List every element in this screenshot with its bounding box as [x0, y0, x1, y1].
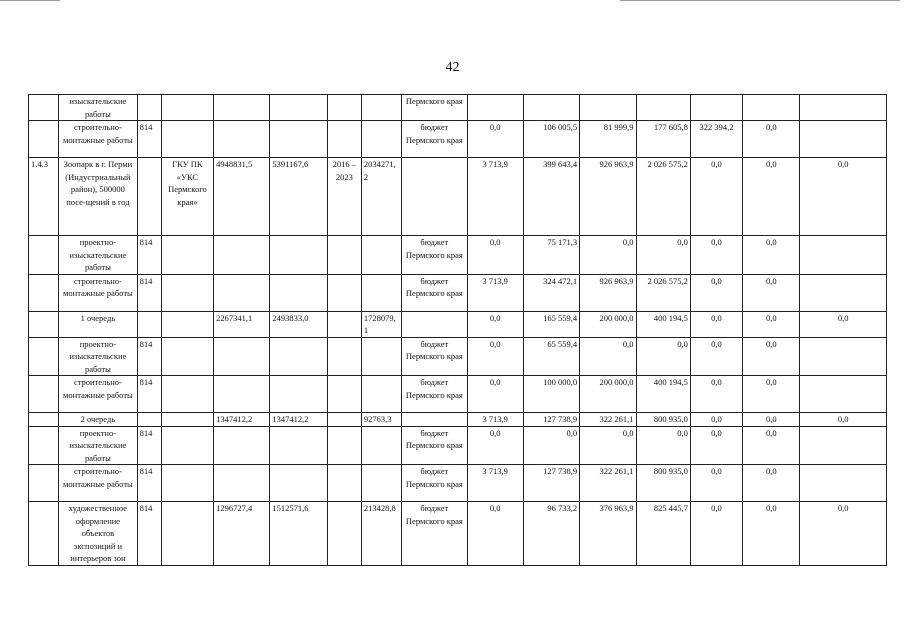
funding-source-cell: бюджет Пермского края — [402, 236, 467, 275]
item-name-cell: проектно-изыскательские работы — [59, 426, 137, 465]
year-value-cell: 0,0 — [580, 337, 636, 376]
year-value-cell: 0,0 — [743, 337, 800, 376]
item-name-cell: Зоопарк в г. Перми (Индустриальный район), 500000 посе-щений в год — [59, 158, 137, 236]
year-value-cell: 3 713,9 — [467, 465, 523, 502]
year-value-cell: 127 738,9 — [523, 465, 579, 502]
year-value-cell: 0,0 — [743, 426, 800, 465]
year-value-cell: 0,0 — [580, 236, 636, 275]
year-value-cell — [523, 95, 579, 121]
executor-cell — [161, 502, 213, 566]
year-value-cell: 0,0 — [743, 465, 800, 502]
total-cell: 92763,3 — [361, 413, 401, 427]
year-value-cell: 127 738,9 — [523, 413, 579, 427]
cost-cell: 1347412,2 — [270, 413, 327, 427]
executor-cell — [161, 426, 213, 465]
estimated-cost-cell: 2267341,1 — [214, 311, 270, 337]
code-cell — [137, 311, 161, 337]
year-value-cell: 0,0 — [690, 236, 742, 275]
cost-cell — [270, 95, 327, 121]
years-cell — [327, 413, 361, 427]
item-name-cell: строительно-монтажные работы — [59, 121, 137, 158]
year-value-cell: 0,0 — [690, 311, 742, 337]
cost-cell — [270, 426, 327, 465]
row-number-cell — [29, 465, 59, 502]
table-row — [29, 95, 887, 121]
code-cell: 814 — [137, 426, 161, 465]
year-value-cell: 800 935,0 — [636, 413, 690, 427]
year-value-cell: 0,0 — [467, 236, 523, 275]
item-name-cell: проектно-изыскательские работы — [59, 236, 137, 275]
year-value-cell: 177 605,8 — [636, 121, 690, 158]
year-value-cell — [800, 426, 887, 465]
year-value-cell: 0,0 — [467, 426, 523, 465]
executor-cell — [161, 465, 213, 502]
item-name-cell: строительно-монтажные работы — [59, 274, 137, 311]
row-number-cell — [29, 95, 59, 121]
cost-cell: 5391167,6 — [270, 158, 327, 236]
year-value-cell — [467, 95, 523, 121]
years-cell — [327, 311, 361, 337]
year-value-cell: 400 194,5 — [636, 311, 690, 337]
executor-cell — [161, 236, 213, 275]
year-value-cell: 322 261,1 — [580, 413, 636, 427]
total-cell — [361, 337, 401, 376]
year-value-cell: 0,0 — [467, 337, 523, 376]
year-value-cell: 0,0 — [690, 465, 742, 502]
cost-cell — [270, 465, 327, 502]
code-cell — [137, 95, 161, 121]
year-value-cell: 200 000,0 — [580, 376, 636, 413]
estimated-cost-cell — [214, 236, 270, 275]
year-value-cell: 0,0 — [690, 426, 742, 465]
item-name-cell: изыскательские работы — [59, 95, 137, 121]
year-value-cell: 0,0 — [580, 426, 636, 465]
cost-cell — [270, 274, 327, 311]
year-value-cell: 0,0 — [690, 274, 742, 311]
year-value-cell — [580, 95, 636, 121]
table-row — [29, 274, 887, 311]
year-value-cell: 3 713,9 — [467, 274, 523, 311]
year-value-cell: 81 999,9 — [580, 121, 636, 158]
year-value-cell: 0,0 — [467, 311, 523, 337]
year-value-cell: 0,0 — [800, 413, 887, 427]
estimated-cost-cell — [214, 95, 270, 121]
year-value-cell — [800, 337, 887, 376]
year-value-cell — [800, 465, 887, 502]
code-cell: 814 — [137, 502, 161, 566]
cost-cell — [270, 121, 327, 158]
estimated-cost-cell — [214, 426, 270, 465]
row-number-cell — [29, 311, 59, 337]
year-value-cell — [743, 95, 800, 121]
total-cell — [361, 274, 401, 311]
executor-cell — [161, 337, 213, 376]
year-value-cell: 0,0 — [690, 413, 742, 427]
item-name-cell: 2 очередь — [59, 413, 137, 427]
cost-cell — [270, 236, 327, 275]
funding-source-cell: бюджет Пермского края — [402, 426, 467, 465]
row-number-cell — [29, 426, 59, 465]
code-cell: 814 — [137, 274, 161, 311]
estimated-cost-cell — [214, 337, 270, 376]
funding-source-cell — [402, 413, 467, 427]
code-cell: 814 — [137, 465, 161, 502]
row-number-cell — [29, 274, 59, 311]
funding-source-cell: бюджет Пермского края — [402, 465, 467, 502]
row-number-cell — [29, 236, 59, 275]
funding-source-cell: бюджет Пермского края — [402, 337, 467, 376]
table-row — [29, 236, 887, 275]
years-cell — [327, 274, 361, 311]
code-cell — [137, 158, 161, 236]
funding-source-cell: бюджет Пермского края — [402, 274, 467, 311]
years-cell — [327, 376, 361, 413]
year-value-cell: 75 171,3 — [523, 236, 579, 275]
row-number-cell — [29, 337, 59, 376]
year-value-cell: 3 713,9 — [467, 413, 523, 427]
cost-cell — [270, 337, 327, 376]
total-cell: 1728079, 1 — [361, 311, 401, 337]
table-row — [29, 376, 887, 413]
year-value-cell — [636, 95, 690, 121]
year-value-cell: 0,0 — [743, 502, 800, 566]
total-cell — [361, 426, 401, 465]
total-cell — [361, 121, 401, 158]
cost-cell — [270, 376, 327, 413]
year-value-cell — [800, 236, 887, 275]
total-cell — [361, 236, 401, 275]
row-number-cell — [29, 376, 59, 413]
years-cell — [327, 465, 361, 502]
years-cell — [327, 502, 361, 566]
year-value-cell: 106 005,5 — [523, 121, 579, 158]
year-value-cell: 165 559,4 — [523, 311, 579, 337]
year-value-cell: 0,0 — [636, 236, 690, 275]
year-value-cell: 0,0 — [467, 502, 523, 566]
executor-cell — [161, 311, 213, 337]
year-value-cell — [800, 376, 887, 413]
year-value-cell: 0,0 — [743, 236, 800, 275]
estimated-cost-cell: 1347412,2 — [214, 413, 270, 427]
year-value-cell: 322 261,1 — [580, 465, 636, 502]
year-value-cell: 0,0 — [743, 158, 800, 236]
year-value-cell: 0,0 — [690, 337, 742, 376]
year-value-cell: 399 643,4 — [523, 158, 579, 236]
total-cell — [361, 376, 401, 413]
executor-cell — [161, 95, 213, 121]
executor-cell: ГКУ ПК «УКС Пермского края» — [161, 158, 213, 236]
years-cell — [327, 236, 361, 275]
year-value-cell: 0,0 — [523, 426, 579, 465]
year-value-cell: 3 713,9 — [467, 158, 523, 236]
funding-source-cell — [402, 158, 467, 236]
year-value-cell: 0,0 — [690, 158, 742, 236]
table-row — [29, 465, 887, 502]
year-value-cell: 322 394,2 — [690, 121, 742, 158]
top-rule-left — [0, 0, 60, 1]
year-value-cell: 400 194,5 — [636, 376, 690, 413]
year-value-cell: 100 000,0 — [523, 376, 579, 413]
funding-source-cell: Пермского края — [402, 95, 467, 121]
code-cell — [137, 413, 161, 427]
table-row — [29, 502, 887, 566]
top-rule-right — [620, 0, 900, 1]
year-value-cell: 0,0 — [467, 121, 523, 158]
estimated-cost-cell — [214, 274, 270, 311]
table-row — [29, 337, 887, 376]
years-cell — [327, 95, 361, 121]
year-value-cell: 376 963,9 — [580, 502, 636, 566]
year-value-cell: 0,0 — [743, 376, 800, 413]
estimated-cost-cell: 1296727,4 — [214, 502, 270, 566]
year-value-cell — [690, 95, 742, 121]
table-row — [29, 311, 887, 337]
year-value-cell — [800, 95, 887, 121]
total-cell: 2034271, 2 — [361, 158, 401, 236]
table-row — [29, 158, 887, 236]
total-cell — [361, 95, 401, 121]
table-row — [29, 426, 887, 465]
page-number: 42 — [445, 60, 460, 75]
year-value-cell: 825 445,7 — [636, 502, 690, 566]
item-name-cell: проектно-изыскательские работы — [59, 337, 137, 376]
year-value-cell: 0,0 — [800, 502, 887, 566]
funding-source-cell: бюджет Пермского края — [402, 376, 467, 413]
year-value-cell: 96 733,2 — [523, 502, 579, 566]
budget-table — [28, 94, 887, 566]
years-cell — [327, 337, 361, 376]
item-name-cell: строительно-монтажные работы — [59, 376, 137, 413]
estimated-cost-cell — [214, 121, 270, 158]
year-value-cell: 0,0 — [800, 158, 887, 236]
code-cell: 814 — [137, 236, 161, 275]
code-cell: 814 — [137, 337, 161, 376]
year-value-cell: 0,0 — [636, 426, 690, 465]
funding-source-cell: бюджет Пермского края — [402, 502, 467, 566]
year-value-cell: 0,0 — [636, 337, 690, 376]
table-row — [29, 121, 887, 158]
year-value-cell: 926 963,9 — [580, 158, 636, 236]
row-number-cell — [29, 502, 59, 566]
row-number-cell: 1.4.3 — [29, 158, 59, 236]
year-value-cell: 65 559,4 — [523, 337, 579, 376]
item-name-cell: 1 очередь — [59, 311, 137, 337]
year-value-cell: 2 026 575,2 — [636, 158, 690, 236]
year-value-cell: 2 026 575,2 — [636, 274, 690, 311]
code-cell: 814 — [137, 376, 161, 413]
estimated-cost-cell: 4948831,5 — [214, 158, 270, 236]
estimated-cost-cell — [214, 376, 270, 413]
estimated-cost-cell — [214, 465, 270, 502]
executor-cell — [161, 413, 213, 427]
table-row — [29, 413, 887, 427]
year-value-cell: 0,0 — [690, 376, 742, 413]
executor-cell — [161, 376, 213, 413]
year-value-cell — [800, 121, 887, 158]
years-cell — [327, 121, 361, 158]
row-number-cell — [29, 121, 59, 158]
year-value-cell: 800 935,0 — [636, 465, 690, 502]
total-cell — [361, 465, 401, 502]
year-value-cell: 0,0 — [743, 413, 800, 427]
year-value-cell: 0,0 — [743, 274, 800, 311]
years-cell — [327, 426, 361, 465]
cost-cell: 2493833,0 — [270, 311, 327, 337]
executor-cell — [161, 121, 213, 158]
year-value-cell: 926 963,9 — [580, 274, 636, 311]
row-number-cell — [29, 413, 59, 427]
year-value-cell: 0,0 — [743, 311, 800, 337]
year-value-cell — [800, 274, 887, 311]
year-value-cell: 0,0 — [467, 376, 523, 413]
code-cell: 814 — [137, 121, 161, 158]
funding-source-cell: бюджет Пермского края — [402, 121, 467, 158]
executor-cell — [161, 274, 213, 311]
year-value-cell: 0,0 — [800, 311, 887, 337]
item-name-cell: строительно-монтажные работы — [59, 465, 137, 502]
years-cell: 2016 – 2023 — [327, 158, 361, 236]
year-value-cell: 0,0 — [743, 121, 800, 158]
year-value-cell: 200 000,0 — [580, 311, 636, 337]
year-value-cell: 0,0 — [690, 502, 742, 566]
total-cell: 213428,8 — [361, 502, 401, 566]
funding-source-cell — [402, 311, 467, 337]
cost-cell: 1512571,6 — [270, 502, 327, 566]
item-name-cell: художественное оформление объектов экспозиций и интерьеров зон — [59, 502, 137, 566]
year-value-cell: 324 472,1 — [523, 274, 579, 311]
